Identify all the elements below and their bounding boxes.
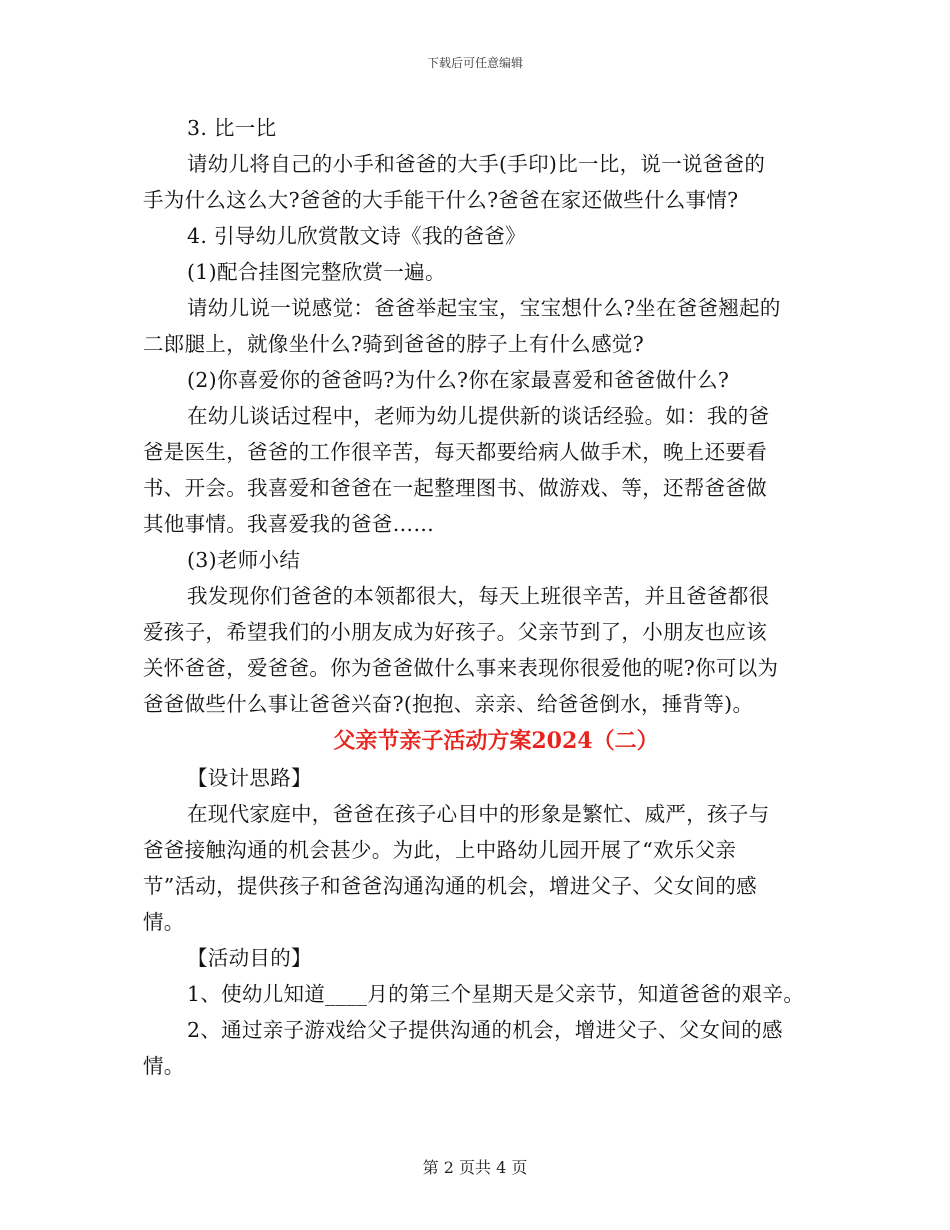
paragraph-line: 2、通过亲子游戏给父子提供沟通的机会，增进父子、父女间的感 — [187, 1018, 783, 1042]
paragraph-line: 在现代家庭中，爸爸在孩子心目中的形象是繁忙、威严，孩子与 — [187, 802, 770, 826]
paragraph-line: 爸爸接触沟通的机会甚少。为此，上中路幼儿园开展了“欢乐父亲 — [143, 838, 737, 862]
paragraph-line: 手为什么这么大?爸爸的大手能干什么?爸爸在家还做些什么事情? — [143, 188, 739, 212]
paragraph-line: 请幼儿将自己的小手和爸爸的大手(手印)比一比，说一说爸爸的 — [187, 152, 766, 176]
paragraph-line: 二郎腿上，就像坐什么?骑到爸爸的脖子上有什么感觉? — [143, 332, 644, 356]
paragraph-line: 【活动目的】 — [187, 946, 312, 970]
paragraph-line: 爸是医生，爸爸的工作很辛苦，每天都要给病人做手术，晚上还要看 — [143, 440, 767, 464]
paragraph-line: 4. 引导幼儿欣赏散文诗《我的爸爸》 — [187, 224, 526, 248]
paragraph-line: (1)配合挂图完整欣赏一遍。 — [187, 260, 446, 284]
paragraph-line: 关怀爸爸，爱爸爸。你为爸爸做什么事来表现你很爱他的呢?你可以为 — [143, 656, 779, 680]
paragraph-line: 情。 — [143, 910, 185, 934]
paragraph-line: 1、使幼儿知道____月的第三个星期天是父亲节，知道爸爸的艰辛。 — [187, 982, 805, 1006]
text-block-activity-steps — [143, 110, 813, 722]
paragraph-line: 请幼儿说一说感觉：爸爸举起宝宝，宝宝想什么?坐在爸爸翘起的 — [187, 296, 781, 320]
paragraph-line: 在幼儿谈话过程中，老师为幼儿提供新的谈话经验。如：我的爸 — [187, 404, 770, 428]
section-title: 父亲节亲子活动方案2024（二） — [333, 728, 659, 754]
paragraph-line: 我发现你们爸爸的本领都很大，每天上班很辛苦，并且爸爸都很 — [187, 584, 770, 608]
paragraph-line: 其他事情。我喜爱我的爸爸…… — [143, 512, 435, 536]
paragraph-line: (3)老师小结 — [187, 548, 301, 572]
paragraph-line: 情。 — [143, 1054, 185, 1078]
paragraph-line: 节”活动，提供孩子和爸爸沟通沟通的机会，增进父子、父女间的感 — [143, 874, 757, 898]
document-body — [143, 110, 813, 1084]
page-number: 第 2 页共 4 页 — [422, 1158, 528, 1177]
paragraph-line: 【设计思路】 — [187, 766, 312, 790]
paragraph-line: (2)你喜爱你的爸爸吗?为什么?你在家最喜爱和爸爸做什么? — [187, 368, 730, 392]
paragraph-line: 书、开会。我喜爱和爸爸在一起整理图书、做游戏、等，还帮爸爸做 — [143, 476, 767, 500]
paragraph-line: 爸爸做些什么事让爸爸兴奋?(抱抱、亲亲、给爸爸倒水，捶背等)。 — [143, 692, 754, 716]
paragraph-line: 爱孩子，希望我们的小朋友成为好孩子。父亲节到了，小朋友也应该 — [143, 620, 767, 644]
header-note: 下载后可任意编辑 — [426, 56, 523, 70]
paragraph-line: 3. 比一比 — [187, 116, 277, 140]
text-block-design-and-goals — [143, 760, 813, 1084]
